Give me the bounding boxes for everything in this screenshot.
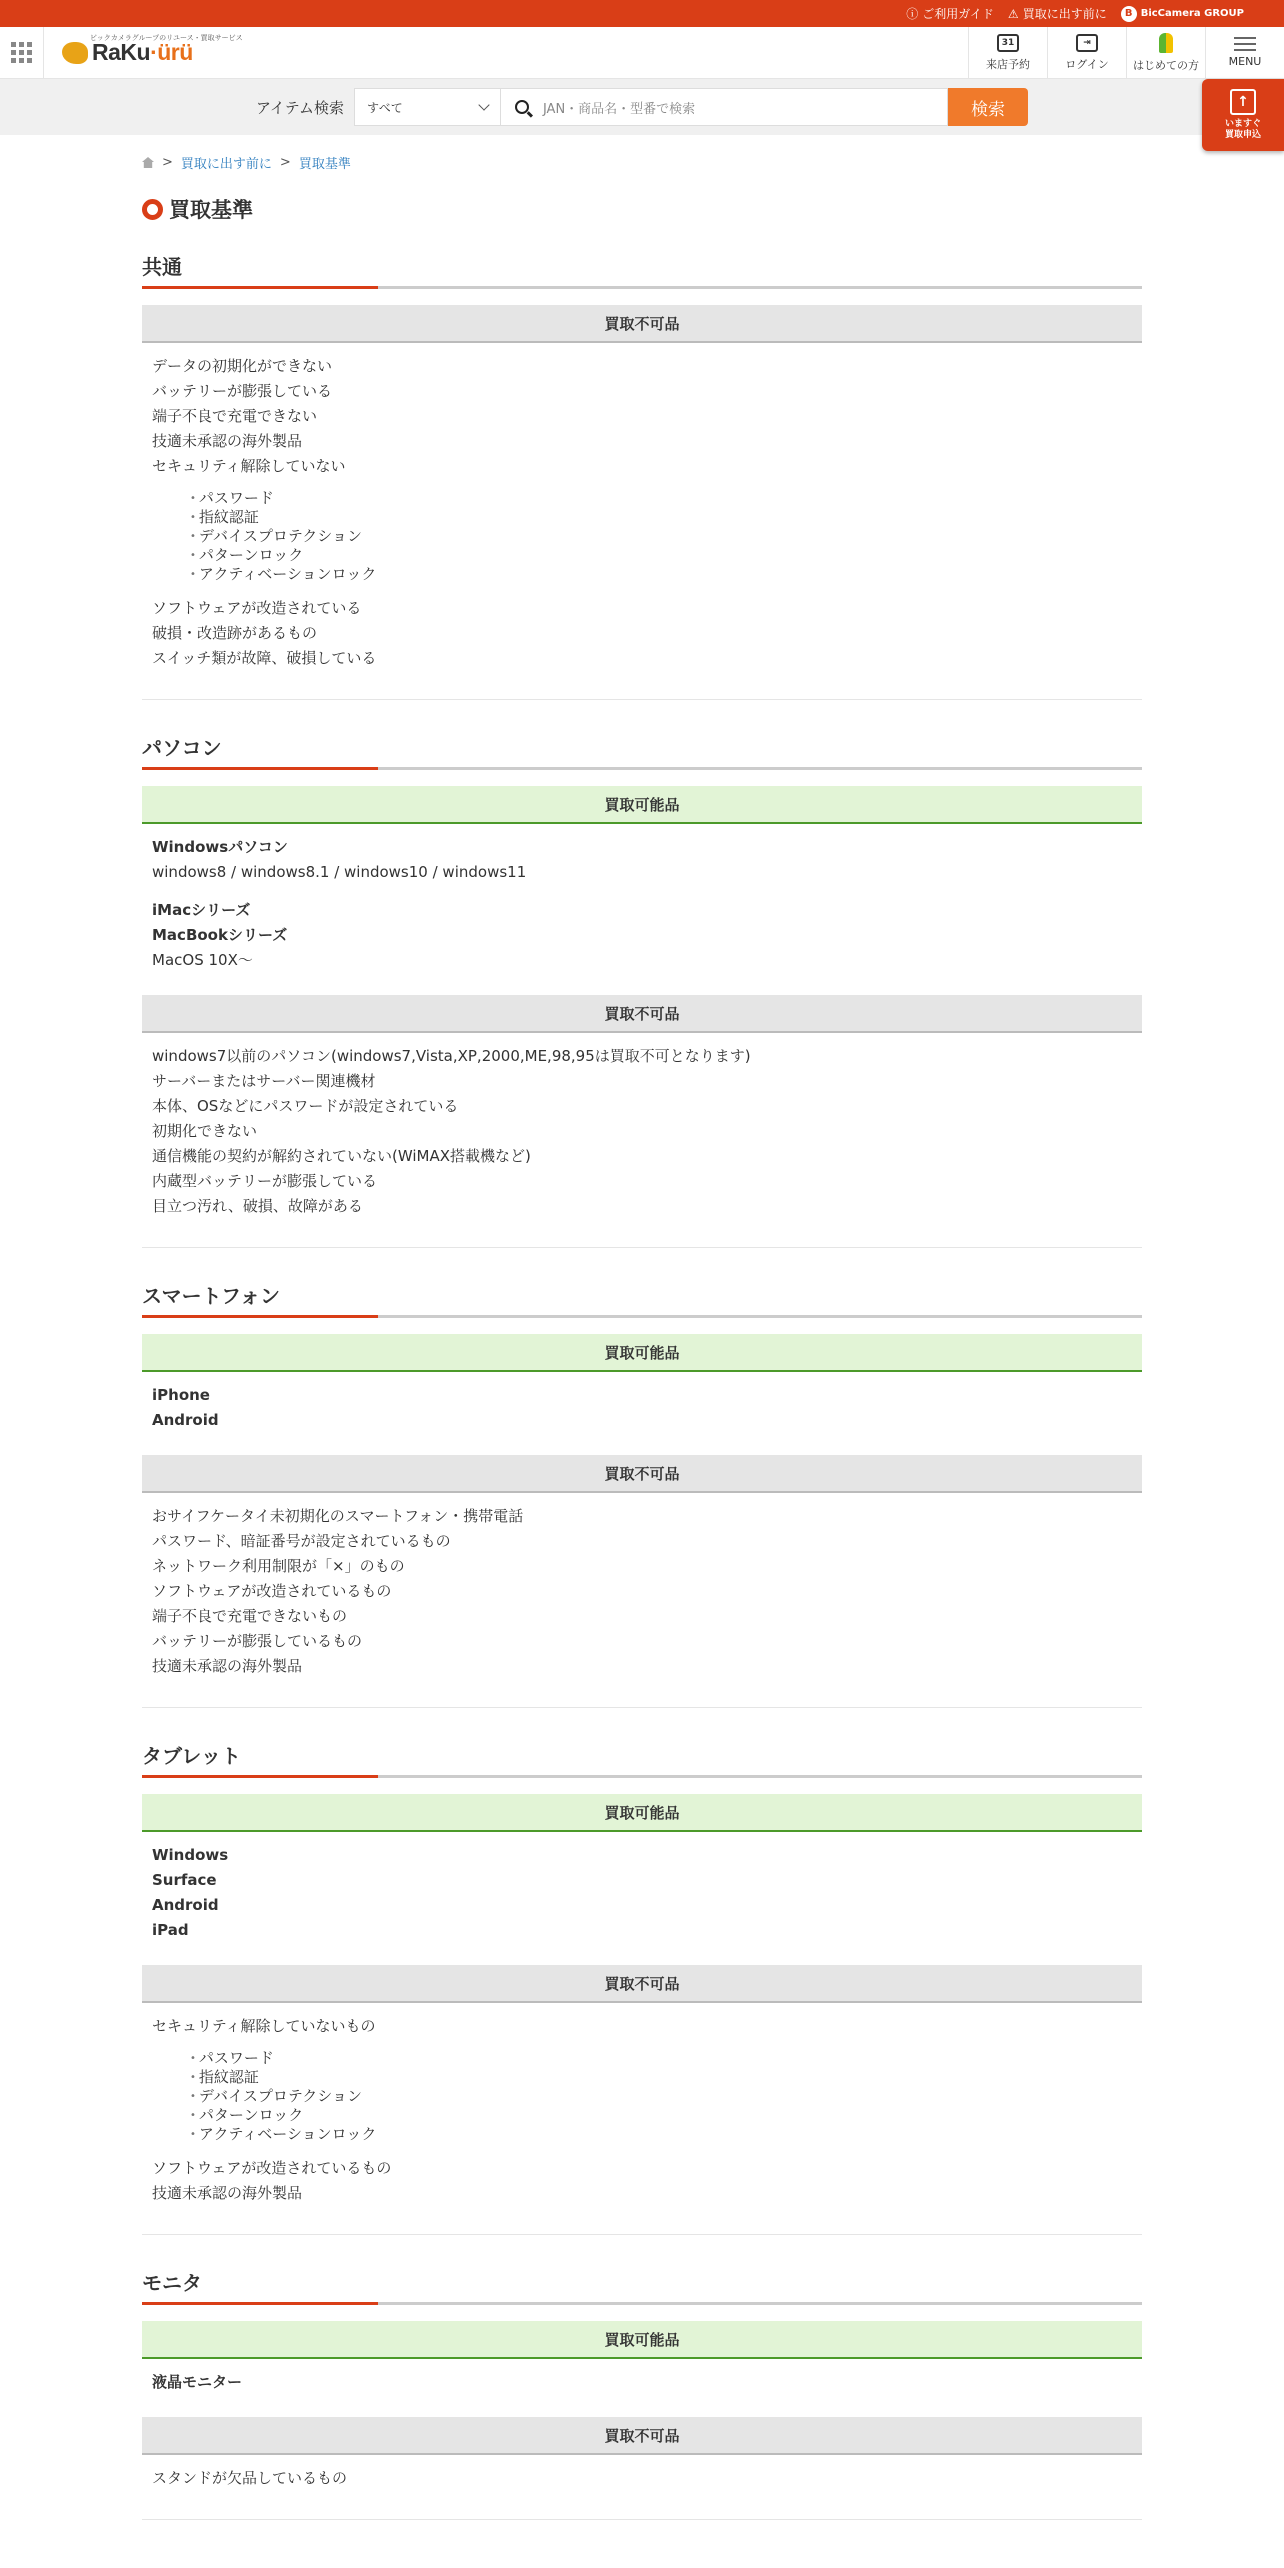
breadcrumb: > 買取に出す前に > 買取基準	[142, 135, 1142, 175]
nav-login[interactable]: ⇥ ログイン	[1047, 27, 1126, 79]
section-common	[142, 251, 1142, 700]
apply-now-button[interactable]: ↑ いますぐ 買取申込	[1202, 79, 1284, 151]
section-heading: 共通	[142, 251, 1142, 289]
section-smartphone	[142, 1280, 1142, 1708]
group-logo: B BicCamera GROUP	[1121, 6, 1244, 22]
security-sublist: • パスワード • 指紋認証 • デバイスプロテクション • パターンロック • アクティベーションロック	[152, 2049, 1132, 2144]
nav-beginner[interactable]: はじめての方	[1126, 27, 1205, 79]
section-monitor	[142, 2267, 1142, 2520]
breadcrumb-current[interactable]: 買取基準	[298, 157, 351, 172]
main-content	[142, 135, 1142, 2520]
search-button[interactable]: 検索	[948, 88, 1028, 126]
top-utility-bar	[0, 0, 1284, 27]
nav-menu[interactable]: MENU	[1205, 27, 1284, 79]
search-label: アイテム検索	[256, 98, 344, 117]
grid-icon	[11, 42, 32, 63]
nav-store-reservation[interactable]: 31 来店予約	[968, 27, 1047, 79]
box-upload-icon: ↑	[1230, 89, 1256, 115]
search-input[interactable]: JAN・商品名・型番で検索	[500, 88, 948, 126]
site-header	[0, 27, 1284, 79]
ok-list: Windowsパソコン windows8 / windows8.1 / windows10 / windows11 iMacシリーズ MacBookシリーズ MacOS 10X～	[152, 838, 527, 969]
section-tablet	[142, 1740, 1142, 2235]
category-select[interactable]: すべて	[354, 88, 500, 126]
ng-band: 買取不可品	[142, 1455, 1142, 1493]
section-heading: スマートフォン	[142, 1280, 1142, 1318]
question-circle-icon: ⓘ	[906, 7, 919, 21]
header-nav	[968, 27, 1284, 79]
ng-list: データの初期化ができない バッテリーが膨張している 端子不良で充電できない 技適未承認の海外製品 セキュリティ解除していない • パスワード • 指紋認証 • デバイスプロテクション • パターンロック • アクティベーションロック ソフトウェアが改造されている 破損・改造跡があるもの スイッチ類が故障、破損している	[142, 343, 1142, 681]
ring-bullet-icon	[142, 199, 163, 220]
item-search-bar	[0, 79, 1284, 135]
chevron-down-icon	[478, 99, 489, 110]
warning-icon: ⚠	[1007, 6, 1019, 21]
home-icon[interactable]	[142, 157, 154, 168]
ok-list: 液晶モニター	[152, 2373, 243, 2391]
ok-list: Windows Surface Android iPad	[152, 1846, 229, 1939]
ok-band: 買取可能品	[142, 2321, 1142, 2359]
ng-list: windows7以前のパソコン(windows7,Vista,XP,2000,ME,98,95は買取不可となります) サーバーまたはサーバー関連機材 本体、OSなどにパスワードが設定されている 初期化できない 通信機能の契約が解約されていない(WiMAX搭載機など) 内蔵型バッテリーが膨張している 目立つ汚れ、破損、故障がある	[152, 1047, 751, 1215]
biccamera-logo-icon: B	[1121, 6, 1137, 22]
ng-band: 買取不可品	[142, 305, 1142, 343]
section-heading: モニタ	[142, 2267, 1142, 2305]
page-title: 買取基準	[142, 197, 1142, 221]
ok-band: 買取可能品	[142, 1334, 1142, 1372]
logo-tagline: ビックカメラグループのリユース・買取サービス	[90, 34, 243, 42]
ok-band: 買取可能品	[142, 786, 1142, 824]
ng-band: 買取不可品	[142, 1965, 1142, 2003]
app-grid-button[interactable]	[0, 27, 44, 79]
section-heading: タブレット	[142, 1740, 1142, 1778]
bird-logo-icon	[62, 42, 88, 64]
search-icon	[515, 100, 529, 114]
calendar-clock-icon: 31	[997, 34, 1019, 52]
security-sublist: • パスワード • 指紋認証 • デバイスプロテクション • パターンロック • アクティベーションロック	[152, 489, 1132, 584]
ok-band: 買取可能品	[142, 1794, 1142, 1832]
login-icon: ⇥	[1076, 34, 1098, 52]
ng-list: セキュリティ解除していないもの • パスワード • 指紋認証 • デバイスプロテクション • パターンロック • アクティベーションロック ソフトウェアが改造されているもの 技適未承認の海外製品	[142, 2003, 1142, 2216]
hamburger-menu-icon	[1234, 37, 1256, 51]
ok-list: iPhone Android	[152, 1386, 219, 1429]
ng-list: スタンドが欠品しているもの	[152, 2469, 348, 2487]
section-heading: パソコン	[142, 732, 1142, 770]
ng-band: 買取不可品	[142, 2417, 1142, 2455]
ng-list: おサイフケータイ未初期化のスマートフォン・携帯電話 パスワード、暗証番号が設定されているもの ネットワーク利用制限が「×」のもの ソフトウェアが改造されているもの 端子不良で充電できないもの バッテリーが膨張しているもの 技適未承認の海外製品	[152, 1507, 524, 1675]
before-sell-link[interactable]: ⚠ 買取に出す前に	[1007, 6, 1107, 21]
ng-band: 買取不可品	[142, 995, 1142, 1033]
site-logo[interactable]: RaKu·ürü ビックカメラグループのリユース・買取サービス	[62, 39, 193, 66]
beginner-mark-icon	[1159, 33, 1173, 53]
guide-link[interactable]: ⓘ ご利用ガイド	[906, 7, 994, 21]
breadcrumb-before-sell[interactable]: 買取に出す前に	[180, 157, 272, 172]
section-pc	[142, 732, 1142, 1248]
